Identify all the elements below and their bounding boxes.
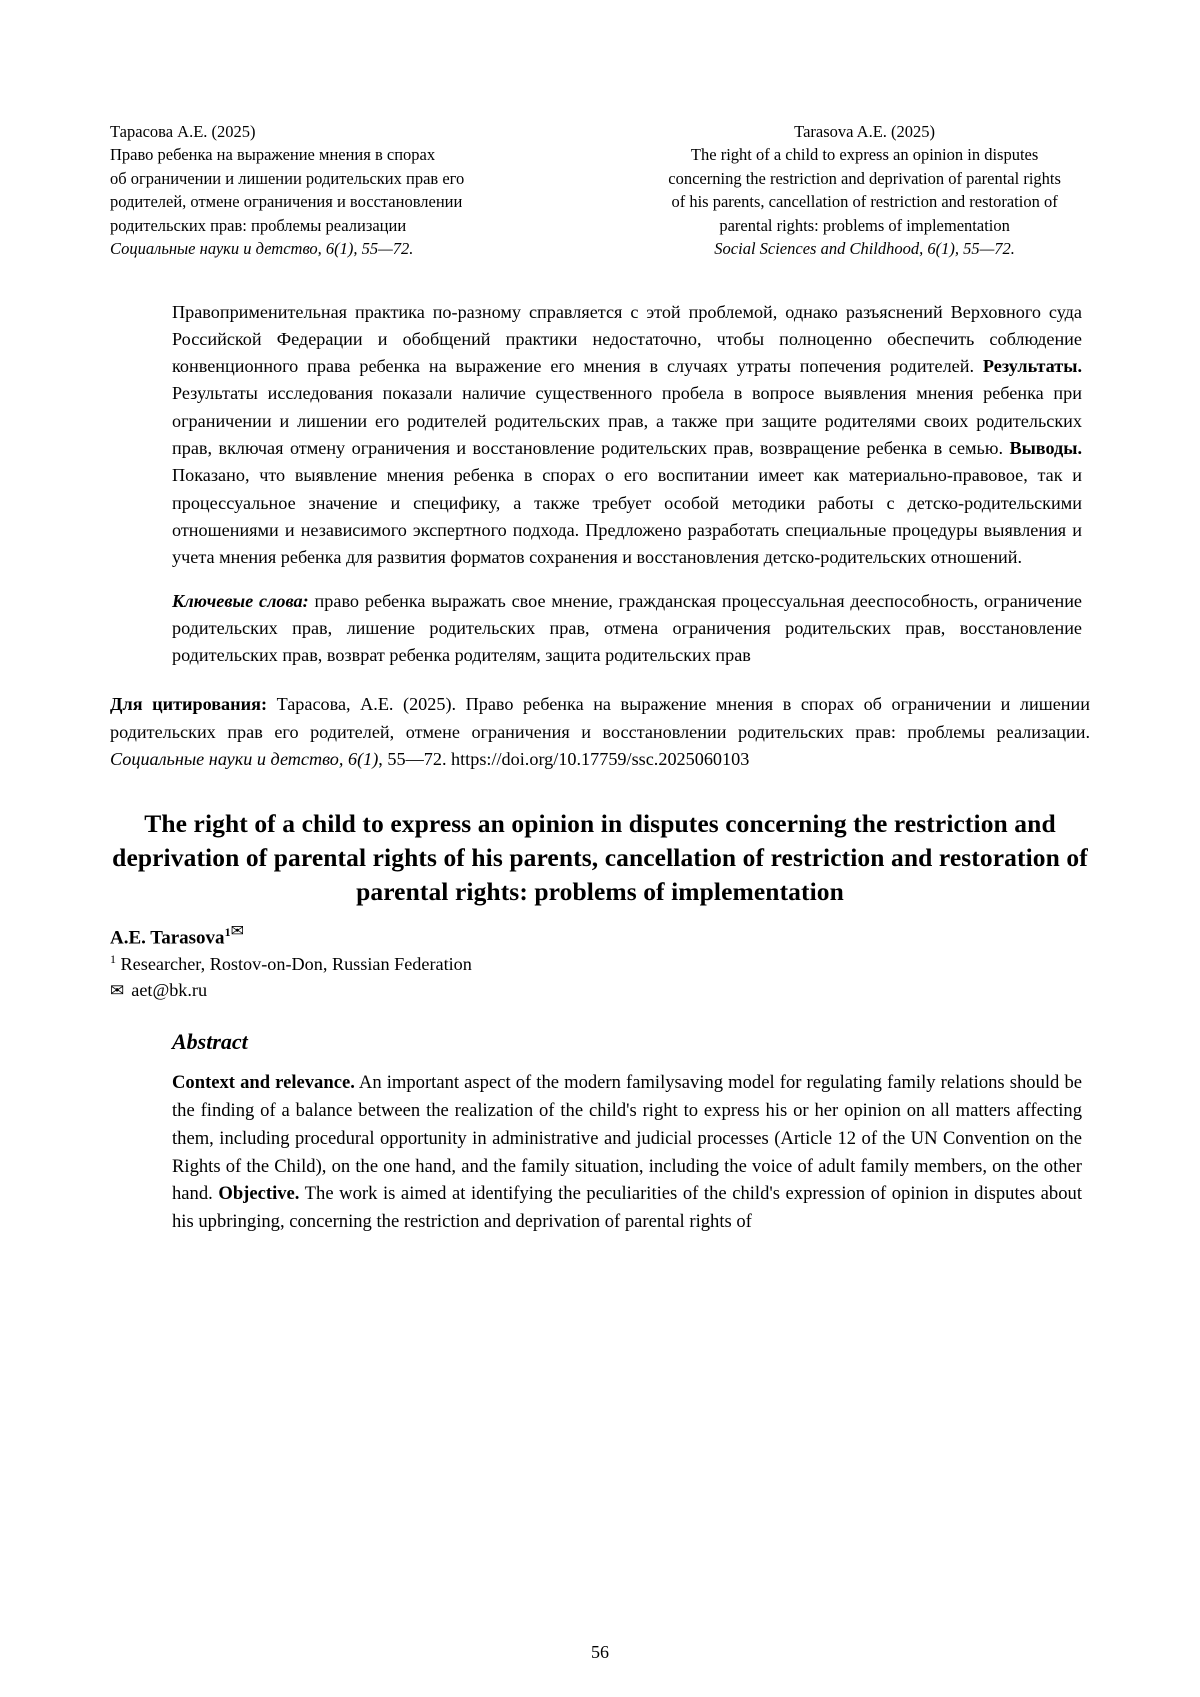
running-head-left-journal: Социальные науки и детство, 6(1), 55—72. <box>110 239 414 259</box>
envelope-icon: ✉ <box>230 923 244 940</box>
affiliation-text: Researcher, Rostov-on-Don, Russian Federation <box>116 954 472 975</box>
keywords-text: право ребенка выражать свое мнение, гражданская процессуальная дееспособность, ограничение родительских прав, лишение родительских прав, отмена ограничения родительских прав, восстановление родительских прав, возврат ребенка родителям, защита родительских прав <box>172 590 1083 666</box>
running-head-right-title-2: concerning the restriction and deprivation of parental rights <box>668 168 1061 188</box>
keywords-russian <box>172 588 1082 670</box>
email-line <box>110 980 1090 1001</box>
running-head-left-author: Тарасова А.Е. (2025) <box>110 122 256 141</box>
affiliation-marker: 1 <box>110 952 116 967</box>
running-head-left-title-3: родителей, отмене ограничения и восстановлении <box>110 192 463 212</box>
abstract-russian-body <box>172 299 1082 572</box>
citation-text-after: , 55—72. https://doi.org/10.17759/ssc.2025060103 <box>378 748 750 769</box>
page-title: The right of a child to express an opinion in disputes concerning the restriction and deprivation of parental rights of his parents, cancellation of restriction and restoration of parental rights: problems of implementation <box>112 809 1088 907</box>
context-label: Context and relevance. <box>172 1071 355 1093</box>
running-head-right-journal: Social Sciences and Childhood, 6(1), 55—72. <box>714 239 1015 259</box>
running-head-right-author: Tarasova A.E. (2025) <box>794 122 936 141</box>
running-head <box>110 120 1090 261</box>
running-head-right-title-4: parental rights: problems of implementation <box>719 215 1010 235</box>
objective-text: The work is aimed at identifying the peculiarities of the child's expression of opinion in disputes about his upbringing, concerning the restriction and deprivation of parental rights of <box>172 1183 1082 1233</box>
affiliation-line <box>110 951 1090 978</box>
results-label: Результаты. <box>982 356 1082 377</box>
running-head-right-title-3: of his parents, cancellation of restriction and restoration of <box>671 192 1058 212</box>
citation-text-before: Тарасова, А.Е. (2025). Право ребенка на выражение мнения в спорах об ограничении и лишении родительских прав его родителей, отмене ограничения и восстановлении родительских прав: проблемы реализации. <box>110 694 1090 742</box>
abstract-heading: Abstract <box>172 1028 248 1054</box>
page-number: 56 <box>591 1642 609 1662</box>
citation-journal: Социальные науки и детство, 6(1) <box>110 748 379 769</box>
citation-block <box>110 691 1090 773</box>
abstract-ru-text-3: Показано, что выявление мнения ребенка в спорах о его воспитании имеет как материально-правовое, так и процессуальное значение и специфику, а также требует особой методики работы с детско-родительскими отношениями и независимого экспертного подхода. Предложено разработать специальные процедуры выявления и учета мнения ребенка для развития форматов сохранения и восстановления детско-родительских отношений. <box>172 465 1082 568</box>
keywords-label: Ключевые слова: <box>172 590 309 611</box>
author-name: A.E. Tarasova <box>110 927 225 949</box>
context-text: An important aspect of the modern familysaving model for regulating family relations should be the finding of a balance between the realization of the child's right to express his or her opinion on all matters affecting them, including procedural opportunity in administrative and judicial processes (Article 12 of the UN Convention on the Rights of the Child), on the one hand, and the family situation, including the voice of adult family members, on the other hand. <box>172 1071 1083 1205</box>
running-head-left-title-2: об ограничении и лишении родительских прав его <box>110 168 465 188</box>
author-line <box>110 921 1090 949</box>
abstract-english <box>110 1069 1090 1236</box>
abstract-ru-text-1: Правоприменительная практика по-разному справляется с этой проблемой, однако разъяснений Верховного суда Российской Федерации и обобщений практики недостаточно, чтобы полноценно обеспечить соблюдение конвенционного права ребенка на выражение его мнения в случаях утраты попечения родителей. <box>172 301 1082 377</box>
running-head-left-title-4: родительских прав: проблемы реализации <box>110 215 407 235</box>
abstract-ru-text-2: Результаты исследования показали наличие существенного пробела в вопросе выявления мнения ребенка при ограничении и лишении его родителей родительских прав, а также при защите родителями своих родительских прав, включая отмену ограничения и восстановление родительских прав, возвращение ребенка в семью. <box>172 383 1082 459</box>
objective-label: Objective. <box>218 1183 300 1205</box>
running-head-right <box>639 120 1090 261</box>
envelope-icon-email: ✉ <box>110 980 125 1000</box>
running-head-left <box>110 120 561 261</box>
citation-label: Для цитирования: <box>110 694 268 715</box>
running-head-left-title-1: Право ребенка на выражение мнения в спорах <box>110 145 436 165</box>
abstract-russian <box>110 299 1090 670</box>
author-affiliation-marker: 1 <box>224 925 231 939</box>
running-head-right-title-1: The right of a child to express an opinion in disputes <box>690 145 1039 165</box>
conclusions-label: Выводы. <box>1009 438 1082 459</box>
author-email[interactable]: aet@bk.ru <box>131 979 208 1000</box>
abstract-english-body <box>172 1069 1082 1236</box>
